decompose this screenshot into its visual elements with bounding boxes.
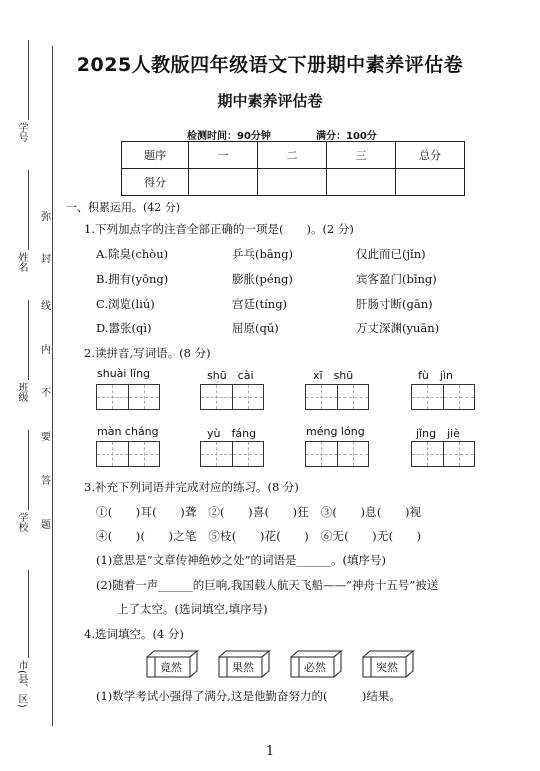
q3-sub-1: (1)意思是“文章传神绝妙之处”的词语是______。(填序号) [96, 553, 387, 567]
pinyin-label: yù fáng [207, 427, 257, 440]
seal-char: 内 [41, 341, 51, 356]
seal-char: 线 [41, 297, 51, 312]
question-2-stem: 2.读拼音,写词语。(8 分) [84, 346, 211, 360]
score-cell[interactable] [327, 169, 396, 196]
score-cell[interactable] [396, 169, 465, 196]
binding-label-school: 学校 [16, 512, 27, 532]
word-option: 果然 [232, 661, 254, 674]
q1-option-c2: 宫廷(tíng) [232, 297, 288, 311]
q4-sub-1: (1)数学考试小强得了满分,这是他勤奋努力的( )结果。 [96, 689, 401, 703]
seal-char: 答 [41, 472, 51, 487]
seal-char: 弥 [41, 208, 51, 223]
score-header: 二 [258, 142, 327, 169]
q3-line-2: ④( )( )之笔 ⑤枝( )花( ) ⑥无( )无( ) [96, 529, 422, 543]
fill-line [28, 430, 29, 510]
writing-grid[interactable] [305, 384, 369, 410]
seal-char: 封 [41, 250, 51, 265]
word-card [218, 650, 270, 678]
binding-label-city: 市(县、区) [16, 660, 27, 708]
pinyin-label: jǐng jiè [416, 427, 460, 440]
full-score: 满分：100分 [316, 131, 377, 142]
q3-sub-2: (2)随着一声______的巨响,我国载人航天飞船——“神舟十五号”被送 [96, 578, 439, 592]
writing-grid[interactable] [96, 384, 160, 410]
question-3-stem: 3.补充下列词语并完成对应的练习。(8 分) [84, 480, 299, 494]
writing-grid[interactable] [305, 441, 369, 467]
exam-time: 检测时间：90分钟 [187, 131, 271, 142]
binding-line [52, 46, 53, 726]
fill-line [28, 570, 29, 658]
q3-line-1: ①( )耳( )聋 ②( )喜( )狂 ③( )息( )视 [96, 505, 422, 519]
seal-char: 要 [41, 428, 51, 443]
pinyin-label: shū cài [207, 369, 254, 382]
pinyin-label: fù jìn [418, 369, 453, 382]
pinyin-label: màn cháng [97, 425, 159, 438]
writing-grid[interactable] [411, 384, 475, 410]
page-number: 1 [265, 744, 275, 759]
seal-char: 不 [41, 384, 51, 399]
word-option: 突然 [376, 661, 398, 674]
section-heading: 一、积累运用。(42 分) [66, 201, 181, 214]
q1-option-a3: 仅此而已(jǐn) [356, 247, 426, 261]
fill-line [28, 300, 29, 380]
score-header: 一 [189, 142, 258, 169]
score-row-label: 得分 [122, 169, 189, 196]
q1-option-d2: 屈原(qū) [232, 321, 279, 335]
pinyin-label: shuài lǐng [97, 367, 151, 380]
score-table [121, 141, 465, 196]
score-header: 题序 [122, 142, 189, 169]
score-header: 总分 [396, 142, 465, 169]
binding-label-name: 姓名 [16, 252, 27, 272]
q1-option-a: A.除臭(chòu) [96, 247, 169, 261]
q1-option-d: D.嚣张(qì) [96, 321, 152, 335]
q1-option-b: B.拥有(yōng) [96, 272, 169, 286]
writing-grid[interactable] [96, 441, 160, 467]
score-header: 三 [327, 142, 396, 169]
writing-grid[interactable] [200, 441, 264, 467]
page-subtitle: 期中素养评估卷 [217, 92, 323, 110]
fill-line [28, 170, 29, 250]
question-1-stem: 1.下列加点字的注音全部正确的一项是( )。(2 分) [84, 222, 354, 236]
q1-option-a2: 乒乓(bāng) [232, 247, 293, 261]
writing-grid[interactable] [411, 441, 475, 467]
q1-option-c3: 肝肠寸断(gān) [356, 297, 433, 311]
score-cell[interactable] [189, 169, 258, 196]
binding-label-student-id: 学号 [16, 122, 27, 142]
word-card [290, 650, 342, 678]
page-title: 2025人教版四年级语文下册期中素养评估卷 [76, 54, 464, 76]
question-4-stem: 4.选词填空。(4 分) [84, 627, 184, 641]
word-option: 必然 [304, 661, 326, 674]
q1-option-b2: 膨胀(péng) [232, 272, 293, 286]
seal-char: 题 [41, 516, 51, 531]
q1-option-b3: 宾客盈门(bīng) [356, 272, 437, 286]
binding-label-class: 班级 [16, 382, 27, 402]
q1-option-d3: 万丈深渊(yuān) [356, 321, 440, 335]
pinyin-label: xī shū [313, 369, 354, 382]
q1-option-c: C.浏览(liú) [96, 297, 155, 311]
score-cell[interactable] [258, 169, 327, 196]
word-card [362, 650, 414, 678]
writing-grid[interactable] [200, 384, 264, 410]
q3-sub-2-cont: 上了太空。(选词填空,填序号) [117, 602, 268, 616]
word-card [146, 650, 198, 678]
pinyin-label: méng lóng [306, 425, 365, 438]
word-option: 竟然 [160, 661, 182, 674]
